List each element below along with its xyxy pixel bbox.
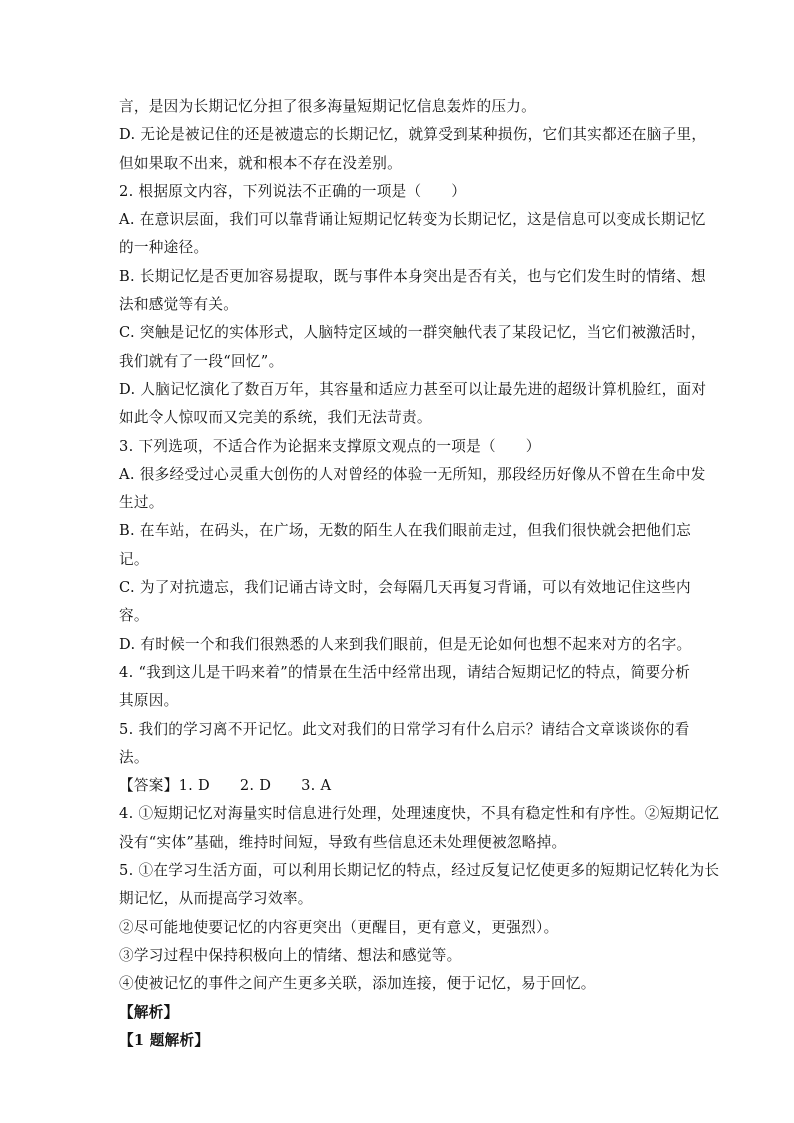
analysis-heading: 【解析】 (119, 1003, 179, 1021)
text-line: 法。 (119, 748, 149, 766)
text-line: D. 无论是被记住的还是被遗忘的长期记忆，就算受到某种损伤，它们其实都还在脑子里， (119, 126, 707, 144)
option-d-line: D. 有时候一个和我们很熟悉的人来到我们眼前，但是无论如何也想不起来对方的名字。 (119, 635, 692, 653)
text-line: 期记忆，从而提高学习效率。 (119, 890, 313, 908)
text-line: 生过。 (119, 494, 164, 512)
text-line: 我们就有了一段“回忆”。 (119, 352, 284, 370)
text-line: 记。 (119, 550, 149, 568)
option-d-line: D. 人脑记忆演化了数百万年，其容量和适应力甚至可以让最先进的超级计算机脸红，面对 (119, 380, 707, 398)
answer-5-point-3: ③学习过程中保持积极向上的情绪、想法和感觉等。 (119, 946, 462, 964)
answer-5-line: 5. ①在学习生活方面，可以利用长期记忆的特点，经过反复记忆使更多的短期记忆转化为长 (119, 862, 720, 880)
option-b-line: B. 在车站，在码头，在广场，无数的陌生人在我们眼前走过，但我们很快就会把他们忘 (119, 522, 691, 540)
text-line: 容。 (119, 607, 149, 625)
text-line: 言，是因为长期记忆分担了很多海量短期记忆信息轰炸的压力。 (119, 98, 537, 115)
text-line: 没有“实体”基础，维持时间短，导致有些信息还未处理便被忽略掉。 (119, 833, 567, 851)
option-c-line: C. 突触是记忆的实体形式，人脑特定区域的一群突触代表了某段记忆，当它们被激活时， (119, 324, 706, 342)
question-2-stem: 2. 根据原文内容，下列说法不正确的一项是（ ） (119, 182, 467, 200)
answer-heading: 【答案】1. D 2. D 3. A (119, 777, 332, 795)
option-c-line: C. 为了对抗遗忘，我们记诵古诗文时，会每隔几天再复习背诵，可以有效地记住这些内 (119, 579, 691, 597)
option-a-line: A. 很多经受过心灵重大创伤的人对曾经的体验一无所知，那段经历好像从不曾在生命中发 (119, 465, 706, 483)
question-4-stem: 4. “我到这儿是干吗来着”的情景在生活中经常出现，请结合短期记忆的特点，简要分析 (119, 663, 691, 681)
answer-5-point-2: ②尽可能地使要记忆的内容更突出（更醒目，更有意义，更强烈）。 (119, 918, 559, 936)
text-line: 的一种途径。 (119, 239, 209, 257)
text-line: 法和感觉等有关。 (119, 296, 239, 314)
question-3-stem: 3. 下列选项，不适合作为论据来支撑原文观点的一项是（ ） (119, 437, 541, 455)
question-1-analysis-heading: 【1 题解析】 (119, 1031, 210, 1049)
question-5-stem: 5. 我们的学习离不开记忆。此文对我们的日常学习有什么启示？请结合文章谈谈你的看 (119, 720, 690, 738)
text-line: 其原因。 (119, 692, 179, 710)
text-line: 如此令人惊叹而又完美的系统，我们无法苛责。 (119, 409, 432, 427)
option-b-line: B. 长期记忆是否更加容易提取，既与事件本身突出是否有关，也与它们发生时的情绪、想 (119, 267, 706, 285)
answer-4-line: 4. ①短期记忆对海量实时信息进行处理，处理速度快，不具有稳定性和有序性。②短期记忆 (119, 805, 720, 823)
text-line: 但如果取不出来，就和根本不存在没差别。 (119, 154, 402, 172)
document-body (119, 93, 720, 1055)
option-a-line: A. 在意识层面，我们可以靠背诵让短期记忆转变为长期记忆，这是信息可以变成长期记忆 (119, 211, 706, 229)
answer-5-point-4: ④使被记忆的事件之间产生更多关联，添加连接，便于记忆，易于回忆。 (119, 975, 596, 993)
